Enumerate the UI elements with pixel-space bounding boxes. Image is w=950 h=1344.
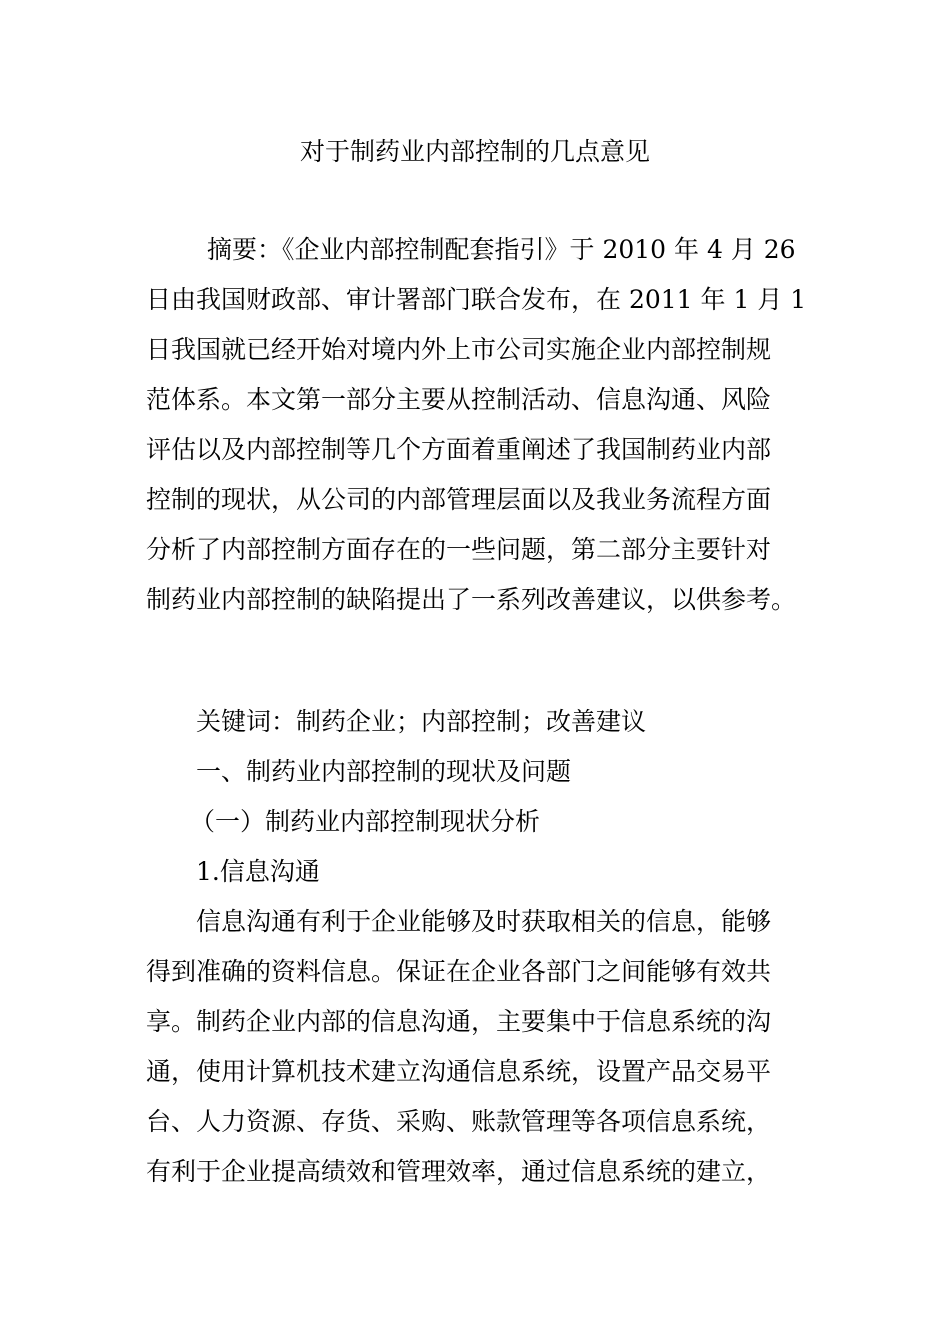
abstract-line: 评估以及内部控制等几个方面着重阐述了我国制药业内部 [146, 435, 772, 464]
abstract-line: 分析了内部控制方面存在的一些问题，第二部分主要针对 [146, 535, 772, 564]
abstract-line: 制药业内部控制的缺陷提出了一系列改善建议，以供参考。 [146, 585, 797, 614]
abstract-line: 日我国就已经开始对境内外上市公司实施企业内部控制规 [146, 335, 772, 364]
body-line: 信息沟通有利于企业能够及时获取相关的信息，能够 [196, 907, 772, 936]
body-line: 得到准确的资料信息。保证在企业各部门之间能够有效共 [146, 957, 772, 986]
abstract-line: 控制的现状，从公司的内部管理层面以及我业务流程方面 [146, 485, 772, 514]
document-title: 对于制药业内部控制的几点意见 [299, 137, 650, 166]
keywords: 关键词：制药企业；内部控制；改善建议 [196, 707, 647, 736]
abstract-line: 日由我国财政部、审计署部门联合发布，在 2011 年 1 月 1 [146, 285, 807, 314]
abstract-line: 范体系。本文第一部分主要从控制活动、信息沟通、风险 [146, 385, 772, 414]
body-line: 享。制药企业内部的信息沟通，主要集中于信息系统的沟 [146, 1007, 772, 1036]
body-line: 通，使用计算机技术建立沟通信息系统，设置产品交易平 [146, 1057, 772, 1086]
subsubsection-heading: 1.信息沟通 [196, 857, 320, 886]
section-heading: 一、制药业内部控制的现状及问题 [196, 757, 572, 786]
abstract-line: 摘要：《企业内部控制配套指引》于 2010 年 4 月 26 [207, 235, 796, 264]
body-line: 台、人力资源、存货、采购、账款管理等各项信息系统， [146, 1107, 772, 1136]
body-line: 有利于企业提高绩效和管理效率，通过信息系统的建立， [146, 1157, 772, 1186]
subsection-heading: （一）制药业内部控制现状分析 [190, 807, 541, 836]
